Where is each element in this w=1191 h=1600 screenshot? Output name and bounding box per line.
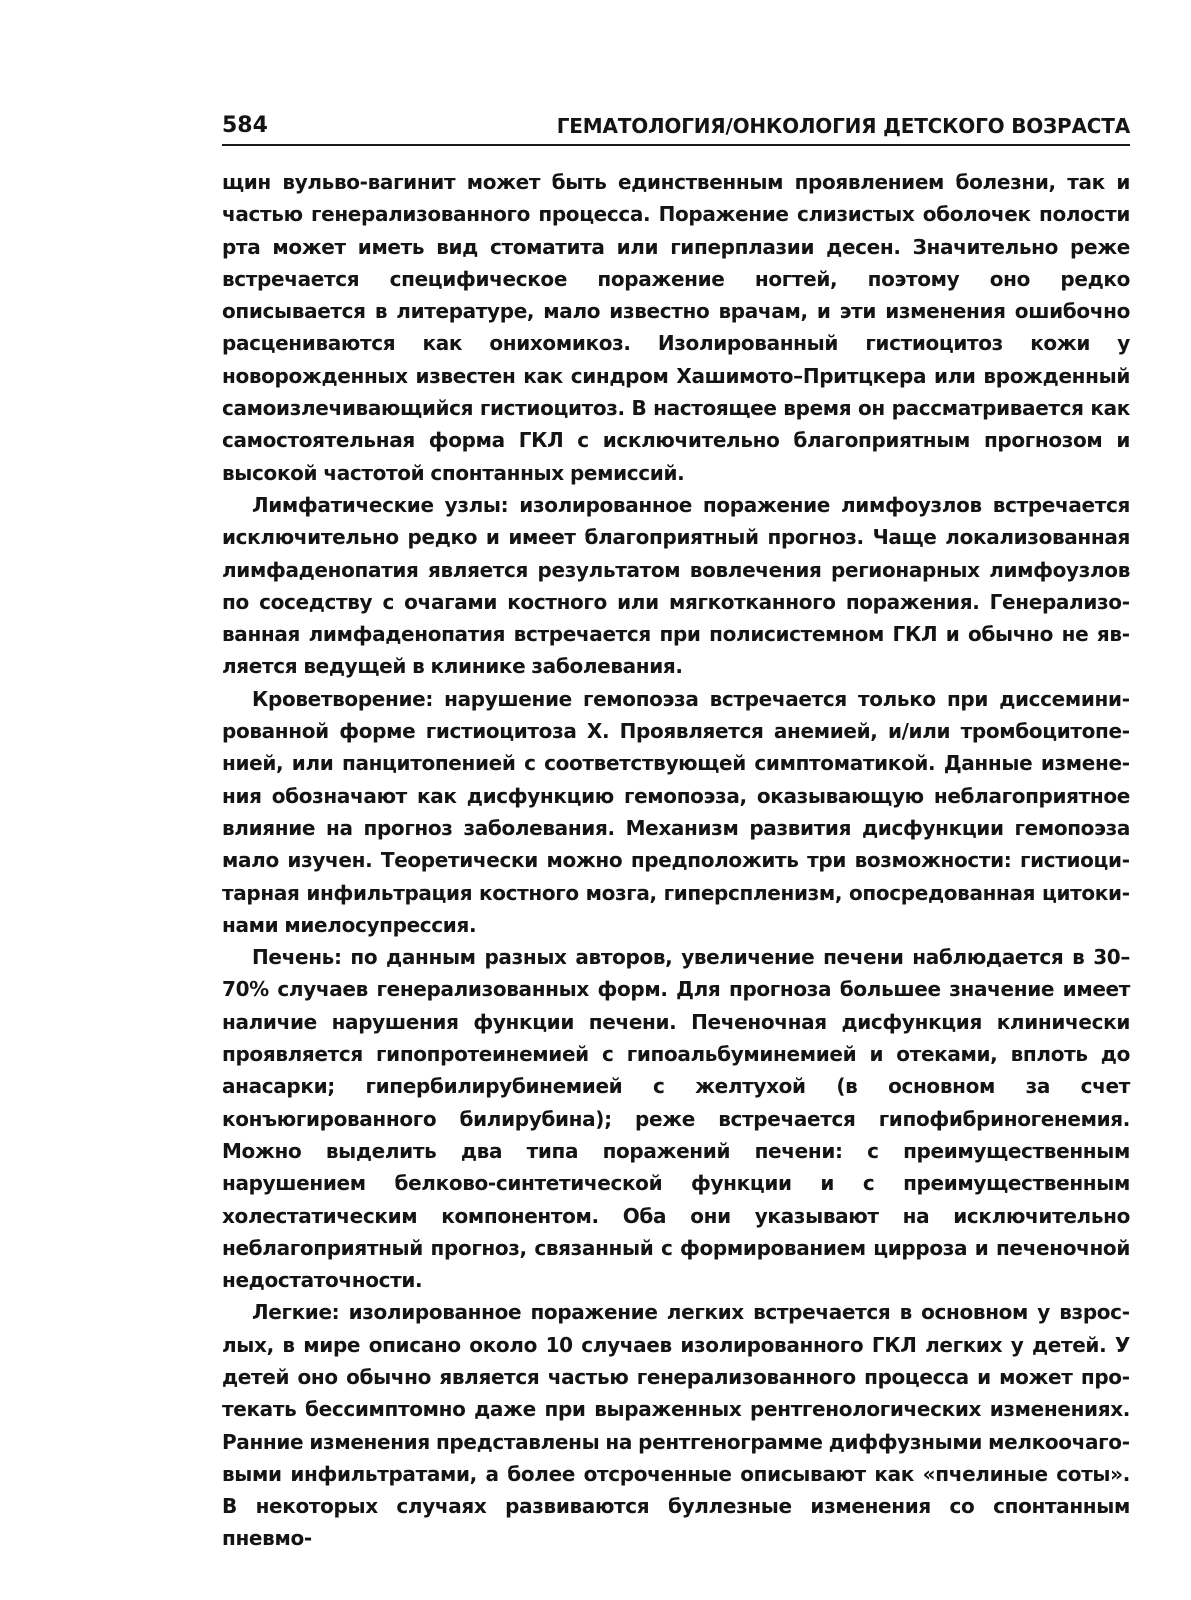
paragraph-liver: Печень: по данным разных авторов, увеличение печени наблюдается в 30–70% случаев генерализованных форм. Для прогноза большее значение имеет наличие нарушения функции печени. Печеночная дисфункция клинически проявляется гипопротеинемией с гипоальбуминемией и отеками, вплоть до анасарки; гипербилирубинемией с желтухой (в основном за счет конъюгированного билирубина); реже встречается гипофибриногенемия. Можно выделить два типа поражений печени: с преимущественным нарушением белково-синтетической функции и с преимущественным холестатическим компонентом. Оба они указывают на исключительно неблагоприятный прогноз, связанный с формированием цирроза и печеночной недостаточности.	[222, 945, 1130, 1293]
book-page	[222, 100, 1130, 1580]
paragraph-continuation: щин вульво-вагинит может быть единственным проявлением болезни, так и частью генерализованного процесса. Поражение слизистых оболочек полости рта может иметь вид стоматита или гиперплазии десен. Значительно реже встречается специфическое поражение ногтей, поэтому оно редко описывается в литературе, мало известно врачам, и эти изменения ошибочно расцениваются как онихомикоз. Изолированный гистиоцитоз кожи у новорожденных известен как синдром Хашимото–Притцкера или врожденный самоизлечивающийся гистиоцитоз. В настоящее время он рассматривается как самостоятельная форма ГКЛ с исключительно благоприятным прогнозом и высокой частотой спонтанных ремиссий.	[222, 170, 1130, 485]
page-header	[222, 100, 1130, 146]
paragraph-hematopoiesis: Кроветворение: нарушение гемопоэза встречается только при диссеминированной форме гистиоцитоза X. Проявляется анемией, и/или тромбоцитопенией, или панцитопенией с соответствующей симптоматикой. Данные изменения обозначают как дисфункцию гемопоэза, оказывающую неблагоприятное влияние на прогноз заболевания. Механизм развития дисфункции гемопоэза мало изучен. Теоретически можно предположить три возможности: гистиоцитарная инфильтрация костного мозга, гиперспленизм, опосредованная цитокинами миелосупрессия.	[222, 686, 1130, 937]
paragraph-lymph-nodes: Лимфатические узлы: изолированное поражение лимфоузлов встречается исключительно редко и имеет благоприятный прогноз. Чаще локализованная лимфаденопатия является результатом вовлечения регионарных лимфоузлов по соседству с очагами костного или мягкотканного поражения. Генерализованная лимфаденопатия встречается при полисистемном ГКЛ и обычно не является ведущей в клинике заболевания.	[222, 492, 1130, 679]
body-text	[222, 166, 1130, 1555]
page-number: 584	[222, 113, 268, 138]
running-title: ГЕМАТОЛОГИЯ/ОНКОЛОГИЯ ДЕТСКОГО ВОЗРАСТА	[556, 114, 1130, 138]
paragraph-lungs: Легкие: изолированное поражение легких встречается в основном у взрослых, в мире описано около 10 случаев изолированного ГКЛ легких у детей. У детей оно обычно является частью генерализованного процесса и может протекать бессимптомно даже при выраженных рентгенологических изменениях. Ранние изменения представлены на рентгенограмме диффузными мелкоочаговыми инфильтратами, а более отсроченные описывают как «пчелиные соты». В некоторых случаях развиваются буллезные изменения со спонтанным пневмо-	[222, 1300, 1130, 1551]
